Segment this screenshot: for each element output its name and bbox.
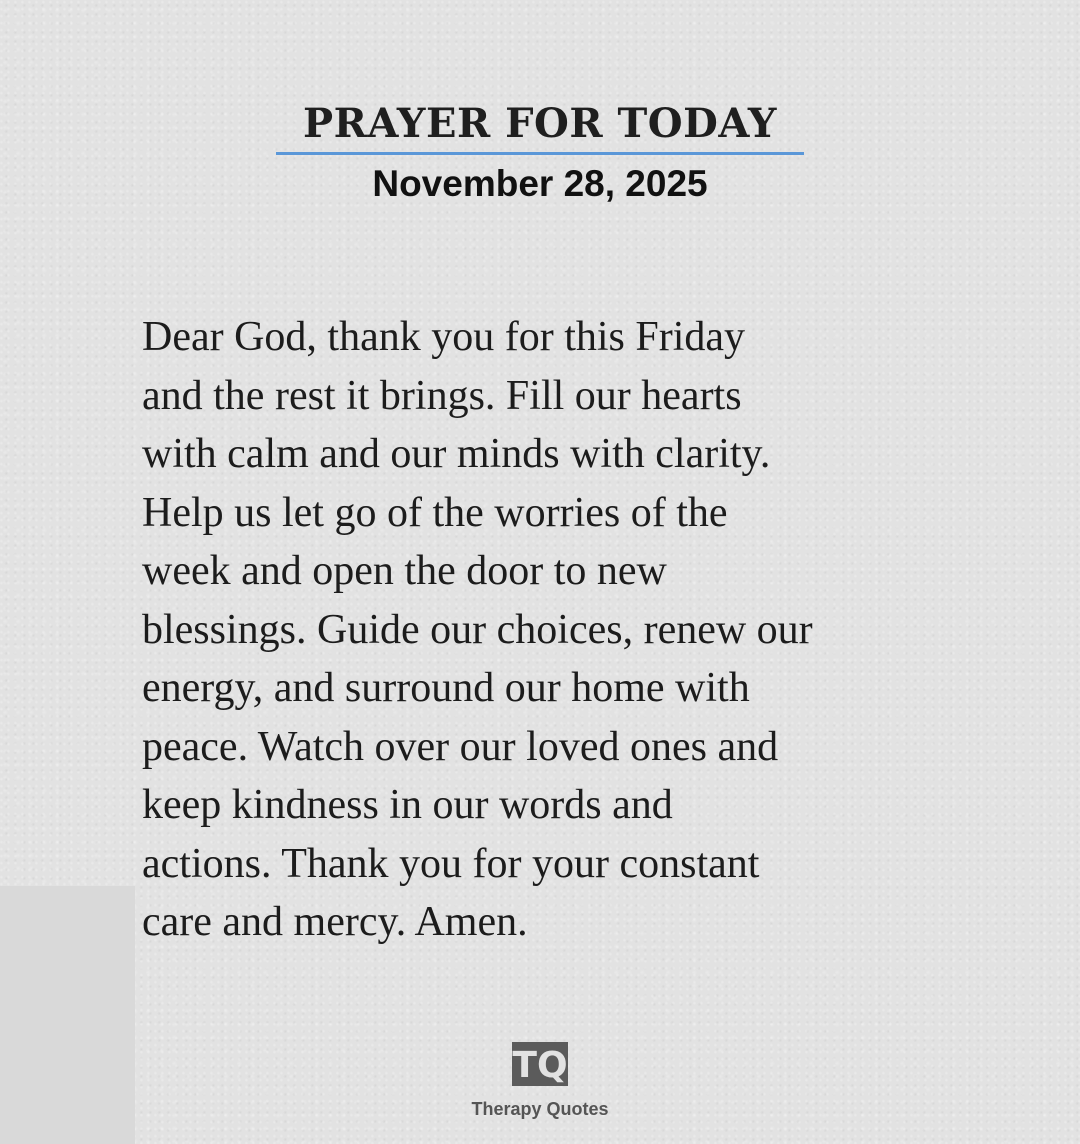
brand-name: Therapy Quotes	[471, 1099, 609, 1119]
title-underline	[276, 152, 804, 155]
date-label: November 28, 2025	[372, 163, 708, 204]
prayer-text: Dear God, thank you for this Friday and the rest it brings. Fill our hearts with calm and our minds with clarity. Help us let go of the worries of the week and open the door to new blessings. Guide our choices, renew our energy, and surround our home with peace. Watch over our loved ones and keep kindness in our words and actions. Thank you for your constant care and mercy. Amen.	[142, 314, 813, 945]
logo-letters: TQ	[512, 1045, 568, 1086]
page-title: PRAYER FOR TODAY	[303, 100, 777, 147]
header	[0, 98, 1080, 207]
brand-logo	[0, 1042, 1080, 1120]
therapy-quotes-logo-icon	[512, 1042, 568, 1086]
